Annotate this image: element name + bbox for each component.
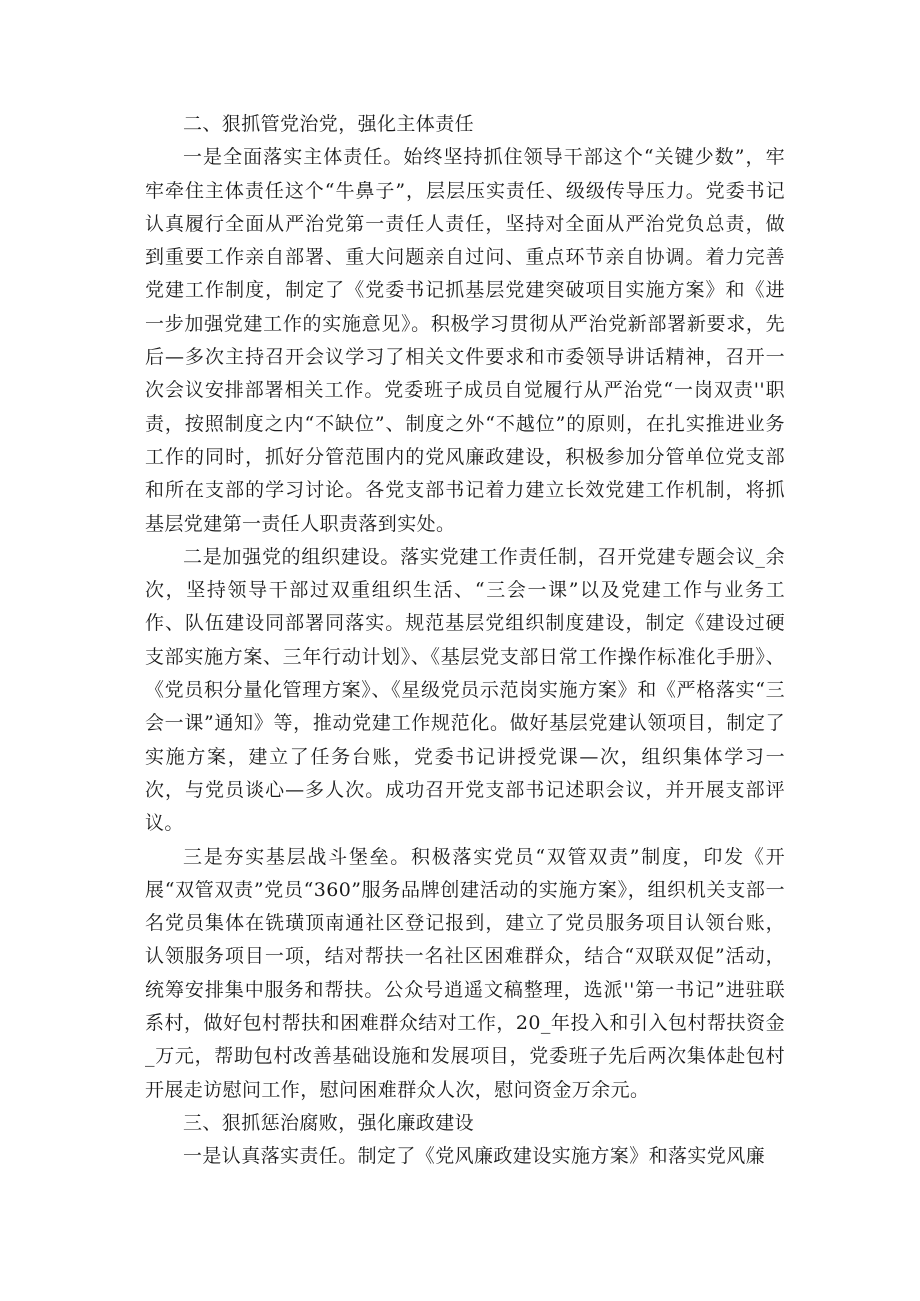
section-heading-2: 二、狠抓管党治党，强化主体责任 [183,113,475,135]
paragraph-implement-responsibility: 一是认真落实责任。制定了《党风廉政建设实施方案》和落实党风廉 [183,1145,766,1168]
paragraph-grassroots-bastion: 三是夯实基层战斗堡垒。积极落实党员“双管双责”制度，印发《开展“双管双责”党员“360”服务品牌创建活动的实施方案》，组织机关支部一名党员集体在铣璜顶南通社区登记报到，建立了党员服务项目认领台账，认领服务项目一项，结对帮扶一名社区困难群众，结合“双联双促”活动，统筹安排集中服务和帮扶。公众号逍遥文稿整理，选派''第一书记”进驻联系村，做好包村帮扶和困难群众结对工作，20_年投入和引入包村帮扶资金_万元，帮助包村改善基础设施和发展项目，党委班子先后两次集体赴包村开展走访慰问工作，慰问困难群众人次，慰问资金万余元。 [145,845,785,1101]
paragraph-main-responsibility: 一是全面落实主体责任。始终坚持抓住领导干部这个“关键少数”，牢牢牵住主体责任这个“牛鼻子”，层层压实责任、级级传导压力。党委书记认真履行全面从严治党第一责任人责任，坚持对全面从严治党负总责，做到重要工作亲自部署、重大问题亲自过问、重点环节亲自协调。着力完善党建工作制度，制定了《党委书记抓基层党建突破项目实施方案》和《进一步加强党建工作的实施意见》。积极学习贯彻从严治党新部署新要求，先后—多次主持召开会议学习了相关文件要求和市委领导讲话精神，召开一次会议安排部署相关工作。党委班子成员自觉履行从严治党“一岗双责''职责，按照制度之内“不缺位”、制度之外“不越位”的原则，在扎实推进业务工作的同时，抓好分管范围内的党风廉政建设，积极参加分管单位党支部和所在支部的学习讨论。各党支部书记着力建立长效党建工作机制，将抓基层党建第一责任人职责落到实处。 [145,146,785,535]
document-body [145,108,785,1174]
section-heading-3: 三、狠抓惩治腐败，强化廉政建设 [183,1111,475,1134]
paragraph-organization-building: 二是加强党的组织建设。落实党建工作责任制，召开党建专题会议_余次，坚持领导干部过双重组织生活、“三会一课”以及党建工作与业务工作、队伍建设同部署同落实。规范基层党组织制度建设，制定《建设过硬支部实施方案、三年行动计划》、《基层党支部日常工作操作标准化手册》、《党员积分量化管理方案》、《星级党员示范岗实施方案》和《严格落实“三会一课”通知》等，推动党建工作规范化。做好基层党建认领项目，制定了实施方案，建立了任务台账，党委书记讲授党课—次，组织集体学习一次，与党员谈心—多人次。成功召开党支部书记述职会议，并开展支部评议。 [145,545,785,835]
